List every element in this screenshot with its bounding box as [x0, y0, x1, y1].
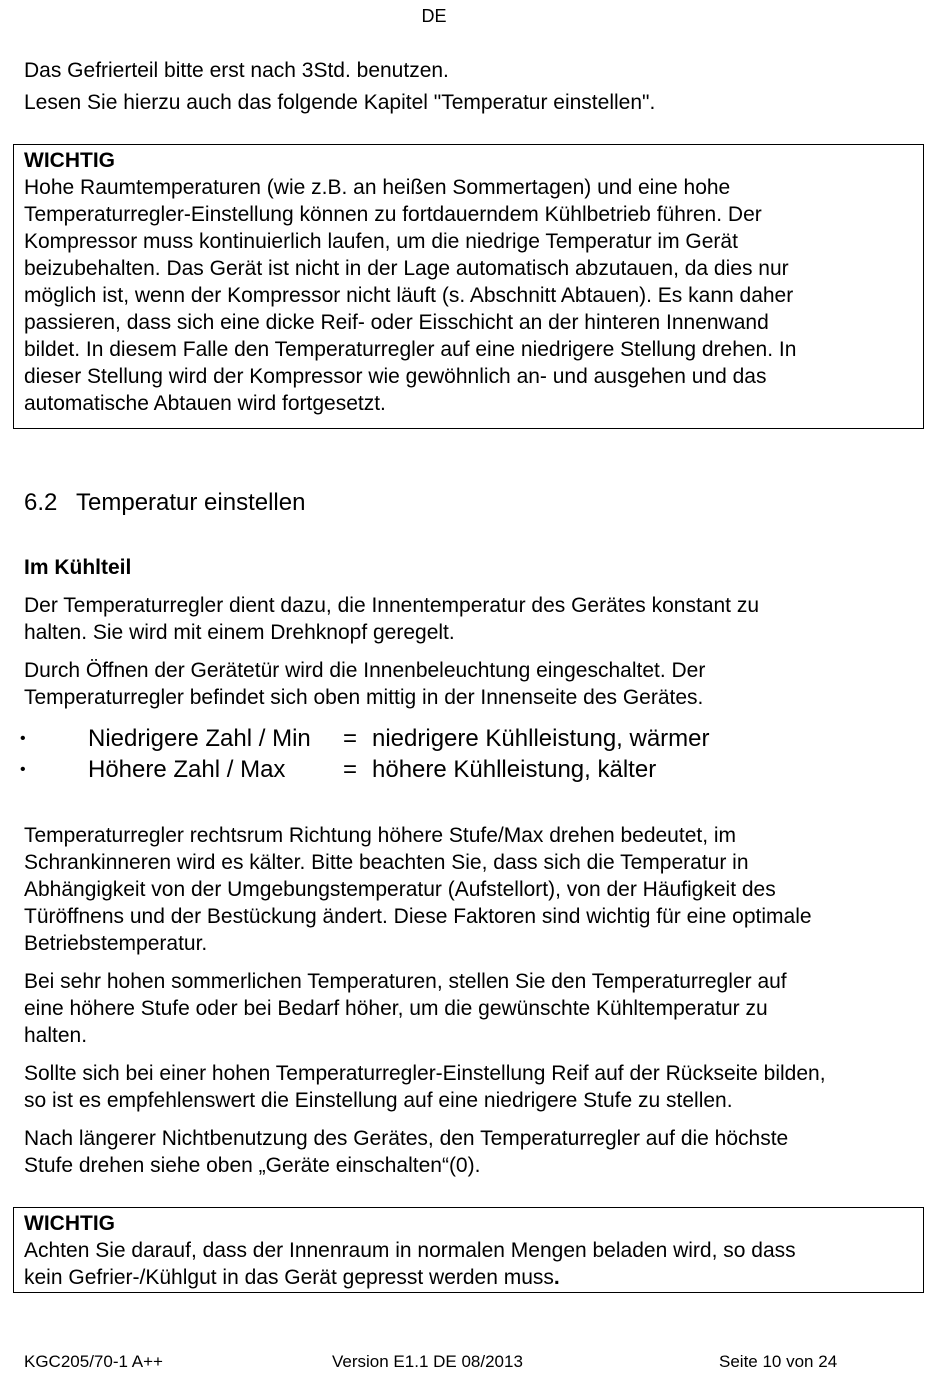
- paragraph-line: Abhängigkeit von der Umgebungstemperatur (Aufstellort), von der Häufigkeit des: [24, 878, 776, 901]
- bullet-equals: =: [343, 756, 358, 783]
- paragraph-line: eine höhere Stufe oder bei Bedarf höher, um die gewünschte Kühltemperatur zu: [24, 997, 768, 1020]
- warning-box-1: [13, 144, 924, 429]
- paragraph-line: Stufe drehen siehe oben „Geräte einschalten“(0).: [24, 1154, 481, 1177]
- warning-box-2: [13, 1207, 924, 1293]
- paragraph-line: Schrankinneren wird es kälter. Bitte beachten Sie, dass sich die Temperatur in: [24, 851, 749, 874]
- paragraph-line: Nach längerer Nichtbenutzung des Gerätes, den Temperaturregler auf die höchste: [24, 1127, 789, 1150]
- bullet-item-min: [0, 723, 900, 754]
- warning-line: Kompressor muss kontinuierlich laufen, um die niedrige Temperatur im Gerät: [24, 230, 738, 253]
- paragraph-line: Der Temperaturregler dient dazu, die Innentemperatur des Gerätes konstant zu: [24, 594, 760, 617]
- footer-page-number: Seite 10 von 24: [719, 1352, 838, 1371]
- paragraph-line: Bei sehr hohen sommerlichen Temperaturen, stellen Sie den Temperaturregler auf: [24, 970, 787, 993]
- warning-line: Hohe Raumtemperaturen (wie z.B. an heißen Sommertagen) und eine hohe: [24, 176, 731, 199]
- bullet-icon: •: [20, 761, 26, 778]
- page-language-label: DE: [421, 6, 447, 26]
- paragraph-line: halten. Sie wird mit einem Drehknopf geregelt.: [24, 621, 455, 644]
- paragraph-line: Sollte sich bei einer hohen Temperaturregler-Einstellung Reif auf der Rückseite bilden,: [24, 1062, 826, 1085]
- footer-version: Version E1.1 DE 08/2013: [332, 1352, 523, 1371]
- warning-line: bildet. In diesem Falle den Temperaturregler auf eine niedrigere Stellung drehen. In: [24, 338, 797, 361]
- paragraph-line: so ist es empfehlenswert die Einstellung auf eine niedrigere Stufe zu stellen.: [24, 1089, 733, 1112]
- bullet-description: höhere Kühlleistung, kälter: [372, 756, 657, 783]
- section-title: Temperatur einstellen: [76, 489, 306, 516]
- warning-line: dieser Stellung wird der Kompressor wie gewöhnlich an- und ausgehen und das: [24, 365, 767, 388]
- footer-model: KGC205/70-1 A++: [24, 1352, 163, 1371]
- paragraph-line: Durch Öffnen der Gerätetür wird die Innenbeleuchtung eingeschaltet. Der: [24, 659, 706, 682]
- warning-line: [24, 1264, 913, 1291]
- bullet-term: Niedrigere Zahl / Min: [88, 725, 311, 752]
- warning-line: passieren, dass sich eine dicke Reif- oder Eisschicht an der hinteren Innenwand: [24, 311, 769, 334]
- paragraph-2: [24, 657, 924, 711]
- bullet-icon: •: [20, 730, 26, 747]
- paragraph-1: [24, 592, 924, 646]
- paragraph-line: Temperaturregler rechtsrum Richtung höhere Stufe/Max drehen bedeutet, im: [24, 824, 737, 847]
- warning-title: WICHTIG: [24, 149, 115, 172]
- intro-line-2: Lesen Sie hierzu auch das folgende Kapitel "Temperatur einstellen".: [24, 91, 656, 114]
- subheading-kuehlteil: Im Kühlteil: [24, 556, 132, 579]
- paragraph-line: Türöffnens und der Bestückung ändert. Diese Faktoren sind wichtig für eine optimale: [24, 905, 812, 928]
- paragraph-line: Temperaturregler befindet sich oben mittig in der Innenseite des Gerätes.: [24, 686, 704, 709]
- warning-line: beizubehalten. Das Gerät ist nicht in der Lage automatisch abzutauen, da dies nur: [24, 257, 789, 280]
- paragraph-5: [24, 1060, 924, 1114]
- warning-line: Temperaturregler-Einstellung können zu fortdauerndem Kühlbetrieb führen. Der: [24, 203, 762, 226]
- intro-line-1: Das Gefrierteil bitte erst nach 3Std. benutzen.: [24, 59, 449, 82]
- warning-line-text: kein Gefrier-/Kühlgut in das Gerät gepresst werden muss: [24, 1266, 554, 1289]
- warning-line: automatische Abtauen wird fortgesetzt.: [24, 392, 386, 415]
- bullet-term: Höhere Zahl / Max: [88, 756, 286, 783]
- warning-line-period: .: [553, 1266, 560, 1289]
- paragraph-6: [24, 1125, 924, 1179]
- section-number: 6.2: [24, 489, 58, 516]
- warning-line: möglich ist, wenn der Kompressor nicht läuft (s. Abschnitt Abtauen). Es kann daher: [24, 284, 794, 307]
- paragraph-line: Betriebstemperatur.: [24, 932, 208, 955]
- bullet-item-max: [0, 754, 900, 785]
- bullet-description: niedrigere Kühlleistung, wärmer: [372, 725, 710, 752]
- paragraph-4: [24, 968, 924, 1049]
- paragraph-line: halten.: [24, 1024, 88, 1047]
- warning-title: WICHTIG: [24, 1212, 115, 1235]
- bullet-equals: =: [343, 725, 358, 752]
- warning-line: Achten Sie darauf, dass der Innenraum in normalen Mengen beladen wird, so dass: [24, 1239, 796, 1262]
- paragraph-3: [24, 822, 924, 957]
